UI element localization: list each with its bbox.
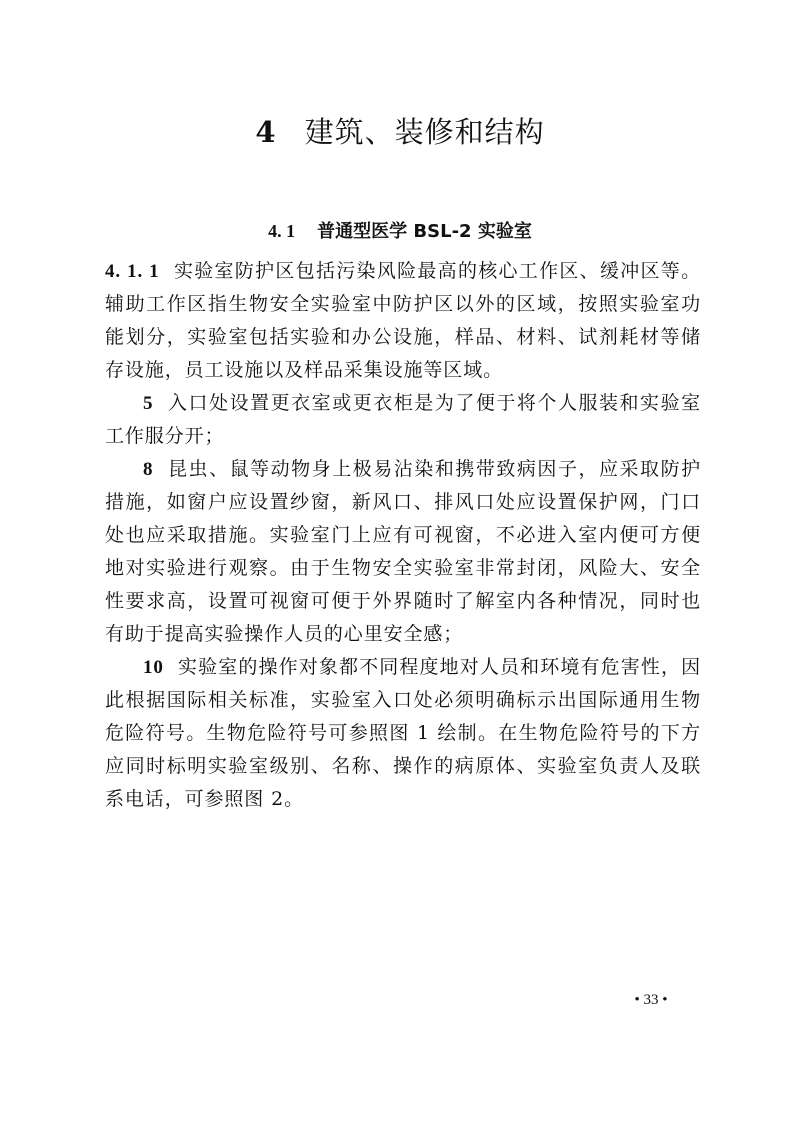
clause-number: 4. 1. 1 (105, 261, 160, 282)
item-number: 5 (143, 393, 154, 414)
item-10 (105, 651, 701, 816)
page-number: • 33 • (634, 992, 668, 1008)
section-title: 普通型医学 BSL-2 实验室 (317, 221, 532, 242)
chapter-title: 建筑、装修和结构 (304, 115, 545, 149)
section-number: 4. 1 (268, 221, 296, 241)
item-number: 10 (143, 657, 164, 678)
body-text (105, 255, 701, 816)
item-text: 入口处设置更衣室或更衣柜是为了便于将个人服装和实验室工作服分开； (105, 392, 701, 447)
clause-text: 实验室防护区包括污染风险最高的核心工作区、缓冲区等。辅助工作区指生物安全实验室中防护区以外的区域，按照实验室功能划分，实验室包括实验和办公设施，样品、材料、试剂耗材等储存设施，员工设施以及样品采集设施等区域。 (105, 260, 701, 381)
item-8 (105, 453, 701, 651)
chapter-heading (0, 112, 800, 152)
item-text: 昆虫、鼠等动物身上极易沾染和携带致病因子，应采取防护措施，如窗户应设置纱窗，新风口、排风口处应设置保护网，门口处也应采取措施。实验室门上应有可视窗，不必进入室内便可方便地对实验进行观察。由于生物安全实验室非常封闭，风险大、安全性要求高，设置可视窗可便于外界随时了解室内各种情况，同时也有助于提高实验操作人员的心里安全感； (105, 458, 701, 645)
clause-4-1-1 (105, 255, 701, 387)
section-heading (0, 216, 800, 247)
item-number: 8 (143, 459, 154, 480)
item-text: 实验室的操作对象都不同程度地对人员和环境有危害性，因此根据国际相关标准，实验室入口处必须明确标示出国际通用生物危险符号。生物危险符号可参照图 1 绘制。在生物危险符号的下方应同时标明实验室级别、名称、操作的病原体、实验室负责人及联系电话，可参照图 2。 (105, 656, 701, 810)
chapter-number: 4 (255, 115, 277, 149)
item-5 (105, 387, 701, 453)
